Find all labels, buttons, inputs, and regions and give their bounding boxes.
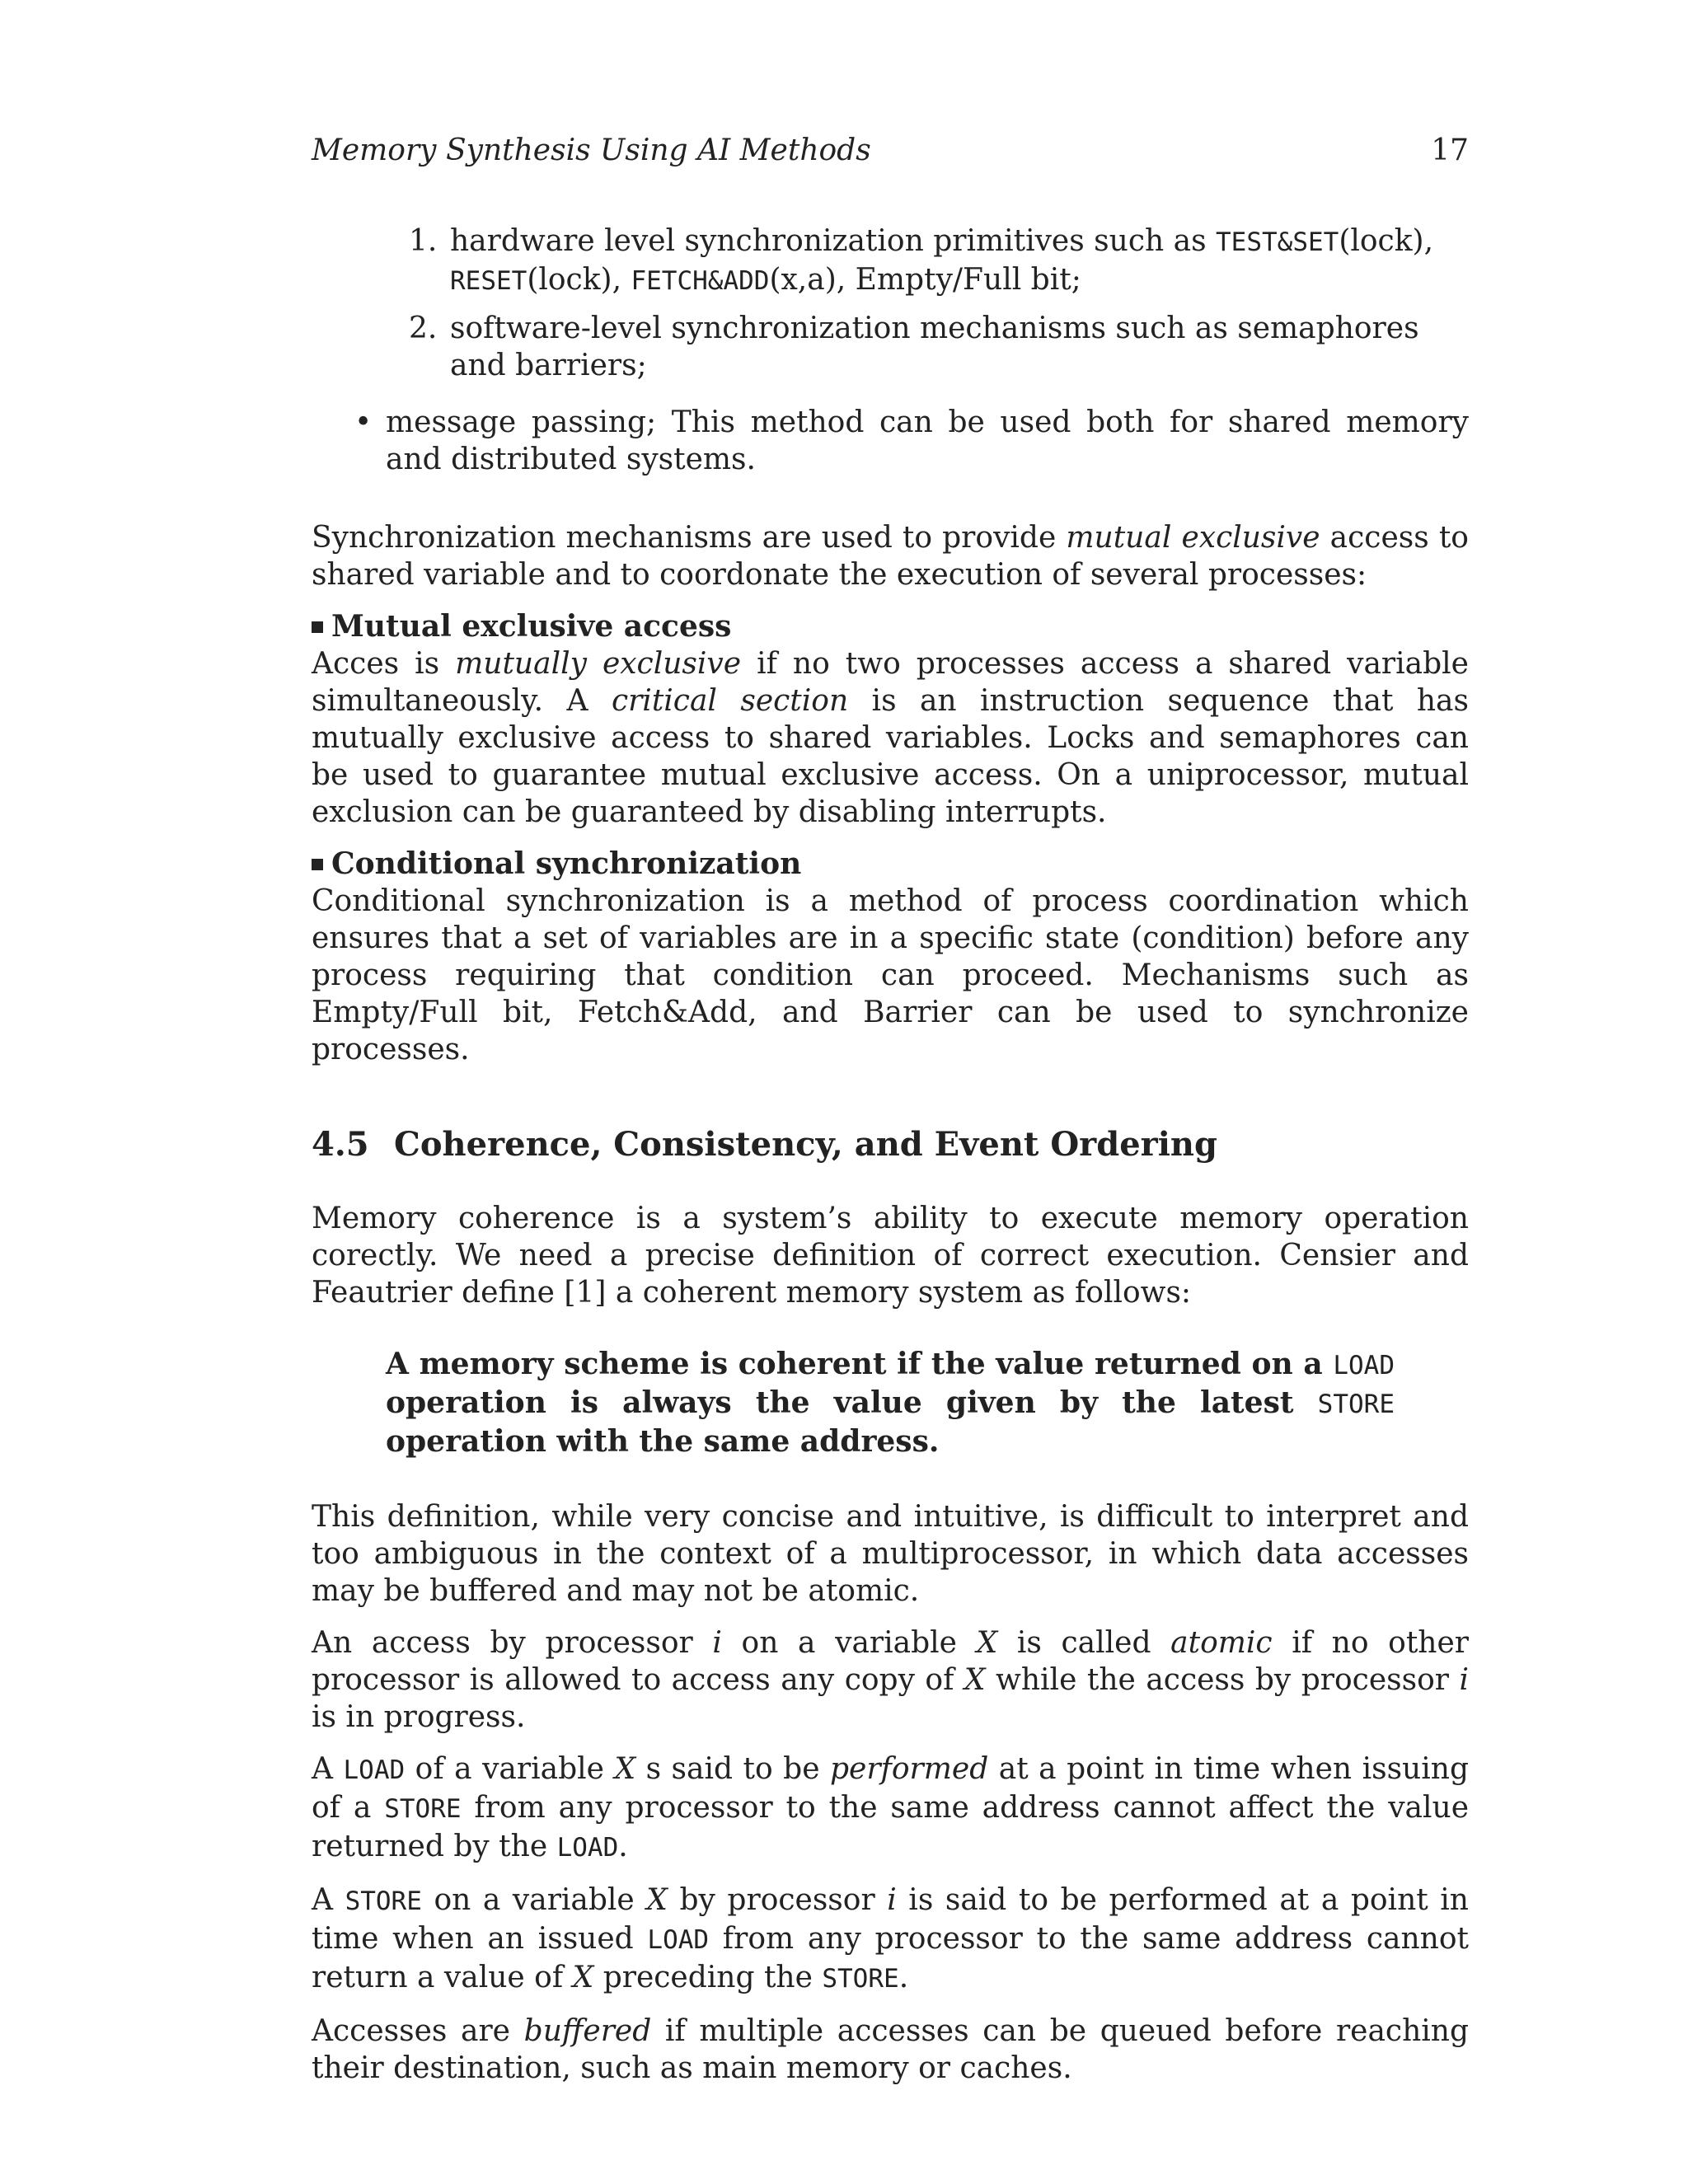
section-number: 4.5	[312, 1125, 369, 1164]
sync-paragraph	[312, 519, 1469, 593]
text: access to shared variable and to coordonate the execution of several processes:	[312, 521, 1469, 592]
emphasis: buffered	[523, 2014, 652, 2048]
text: while the access by processor	[985, 1663, 1460, 1697]
text: if no two processes access a shared variable simultaneously. A	[312, 647, 1469, 718]
coherence-definition-quote	[312, 1346, 1469, 1460]
text: operation with the same address.	[386, 1424, 940, 1459]
text: if no other processor is allowed to access any copy of	[312, 1626, 1469, 1697]
list-number: 2.	[409, 312, 438, 345]
code-text: STORE	[345, 1886, 422, 1916]
running-title: Memory Synthesis Using AI Methods	[312, 134, 871, 167]
text: by processor	[667, 1883, 888, 1917]
definition-paragraph: This definition, while very concise and intuitive, is difficult to interpret and too ambiguous in the context of a multiprocessor, in which data accesses may be buffered and may not be atomic.	[312, 1500, 1469, 1608]
text: A	[312, 1883, 345, 1917]
text: operation is always the value given by the latest	[386, 1385, 1318, 1420]
text: A memory scheme is coherent if the value returned on a	[386, 1347, 1334, 1381]
math-var: X	[964, 1663, 986, 1697]
text: of a variable	[405, 1752, 615, 1786]
code-text: LOAD	[647, 1925, 710, 1955]
emphasis: mutual exclusive	[1066, 521, 1320, 555]
load-paragraph	[312, 1750, 1469, 1867]
text: is in progress.	[312, 1700, 526, 1734]
emphasis: mutually exclusive	[455, 647, 742, 681]
text: .	[618, 1830, 628, 1863]
list-item	[312, 223, 1469, 300]
bullet-icon: •	[354, 405, 373, 439]
square-bullet-icon	[312, 621, 323, 633]
text: s said to be	[635, 1752, 830, 1786]
math-var: X	[646, 1883, 668, 1917]
text: Accesses are	[312, 2014, 524, 2048]
text: message passing; This method can be used both for shared memory and distributed systems.	[386, 405, 1469, 476]
text: Acces is	[312, 647, 456, 681]
text: on a variable	[721, 1626, 977, 1660]
code-text: STORE	[384, 1794, 462, 1824]
mutual-exclusive-paragraph	[312, 645, 1469, 831]
mutual-exclusive-heading	[312, 608, 1469, 645]
list-number: 1.	[409, 224, 438, 258]
bullet-item	[312, 404, 1469, 478]
section-heading	[312, 1124, 1469, 1165]
heading-text: Mutual exclusive access	[331, 609, 732, 644]
section-title: Coherence, Consistency, and Event Ordering	[394, 1125, 1217, 1164]
text: if multiple accesses can be queued before reaching their destination, such as main memory or caches.	[312, 2014, 1470, 2085]
text: An access by processor	[312, 1626, 713, 1660]
text: (lock),	[1339, 224, 1434, 258]
text: .	[898, 1961, 909, 1994]
square-bullet-icon	[312, 859, 323, 870]
text: preceding the	[593, 1961, 823, 1994]
text: from any processor to the same address cannot affect the value returned by the	[312, 1791, 1469, 1863]
page-body	[312, 223, 1469, 2087]
code-text: STORE	[1317, 1390, 1395, 1419]
text: on a variable	[421, 1883, 647, 1917]
emphasis: atomic	[1170, 1626, 1273, 1660]
conditional-sync-paragraph: Conditional synchronization is a method of process coordination which ensures that a set of variables are in a specific state (condition) before any process requiring that condition can proceed. Mechanisms such as Empty/Full bit, Fetch&Add, and Barrier can be used to synchronize processes.	[312, 884, 1469, 1066]
text: is called	[997, 1626, 1171, 1660]
code-text: RESET	[450, 266, 528, 296]
text: is an instruction sequence that has mutually exclusive access to shared variables. Locks and semaphores can be used to guarantee mutual exclusive access. On a uniprocessor, mutual exclusion can be guaranteed by disabling interrupts.	[312, 684, 1469, 829]
code-text: FETCH&ADD	[631, 266, 770, 296]
emphasis: performed	[830, 1752, 989, 1786]
math-var: X	[614, 1752, 636, 1786]
text: at a point in time when issuing of a	[312, 1752, 1469, 1825]
coherence-paragraph: Memory coherence is a system’s ability to execute memory operation corectly. We need a precise definition of correct execution. Censier and Feautrier define [1] a coherent memory system as follows:	[312, 1202, 1469, 1310]
heading-text: Conditional synchronization	[331, 846, 802, 881]
text: (x,a), Empty/Full bit;	[769, 263, 1081, 297]
sync-primitives-list	[312, 223, 1469, 384]
text: (lock),	[527, 263, 631, 297]
math-var: X	[976, 1626, 998, 1660]
code-text: LOAD	[343, 1755, 406, 1785]
text: software-level synchronization mechanisms such as semaphores and barriers;	[450, 312, 1419, 382]
emphasis: critical section	[611, 684, 849, 718]
buffered-paragraph	[312, 2013, 1469, 2087]
math-var: i	[712, 1626, 722, 1660]
text: from any processor to the same address cannot return a value of	[312, 1922, 1469, 1994]
list-item	[312, 310, 1469, 384]
text: A	[312, 1752, 344, 1786]
conditional-sync-heading	[312, 846, 1469, 883]
text: Synchronization mechanisms are used to provide	[312, 521, 1067, 555]
atomic-paragraph	[312, 1624, 1469, 1736]
code-text: STORE	[822, 1964, 899, 1994]
code-text: TEST&SET	[1216, 227, 1339, 257]
math-var: i	[887, 1883, 897, 1917]
code-text: LOAD	[556, 1833, 619, 1863]
math-var: X	[572, 1961, 594, 1994]
page-number: 17	[1431, 134, 1469, 167]
store-paragraph	[312, 1882, 1469, 1998]
code-text: LOAD	[1333, 1351, 1395, 1380]
text: hardware level synchronization primitives such as	[450, 224, 1216, 258]
text: is said to be performed at a point in time when an issued	[312, 1883, 1469, 1956]
running-head	[312, 134, 1469, 167]
math-var: i	[1459, 1663, 1469, 1697]
